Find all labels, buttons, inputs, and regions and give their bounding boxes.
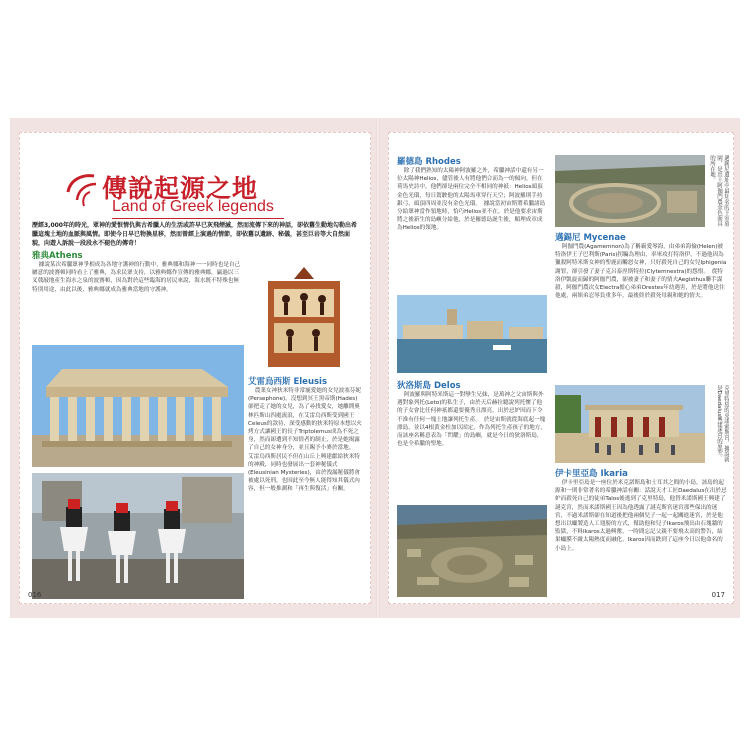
eleusis-artifact-photo — [254, 261, 354, 373]
book-spread — [10, 118, 740, 618]
heading-ikaria: 伊卡里亞島 Ikaria — [555, 469, 628, 479]
heading-rhodes: 羅德島 Rhodes — [397, 157, 461, 167]
right-page — [388, 132, 734, 604]
text-delos: 阿波羅與阿特米斯這一對孿生兄妹，是萬神之父宙斯與外遇對象列托(Leto)的私生子，由於天后赫拉聽說列托懷了他的子女會比任何神祇都還要優秀且漂亮，出於忌妒因而下令不准有任何一塊土地讓列托生產。 於是宙斯就從海底起一塊漂島，並以4根黃金柱加以固定，作為列托生產孩子的地方，而該座名稱意表為「閃耀」的島嶼，就是今日的狄洛斯島，也是全希臘的聖地。 — [397, 392, 546, 448]
page-subtitle: Land of Greek legends — [112, 198, 274, 215]
heading-delos: 狄洛斯島 Delos — [397, 381, 461, 391]
mycenae-grave-circle-photo — [555, 155, 705, 227]
caption-mycenae: 邁錫尼遺址中最知名的王室墓園，是出土阿伽門農金色面具的所在地。 — [709, 155, 729, 227]
heading-mycenae: 邁錫尼 Mycenae — [555, 233, 626, 243]
page-number-right: 017 — [711, 591, 725, 599]
parthenon-photo — [32, 345, 244, 467]
page-number-left: 016 — [28, 591, 42, 599]
page-title: 傳說起源之地 — [102, 174, 259, 203]
caption-knossos: 克里特島的克諾索斯宮，據說就是Daedalus興建迷宮的原型。 — [716, 385, 729, 462]
delos-ruins-photo — [397, 505, 547, 597]
left-page — [19, 132, 371, 604]
text-athens: 據說某次希臘眾神爭相成為各地守護神的行動中，雅典娜和海神一一同時也是自己屬意的波賽頓同時看上了雅典，為求民眾支持，以雅典娜作宣傳的雅典娜，贏過以三叉戟敲地產生海水之泉的波賽頓，因為對於這些臨海的居民來說，海水既不特殊也無特別用途，由此以後，雅典娜就成為雅典當地的守護神。 — [32, 262, 241, 293]
swirl-ornament-icon — [60, 170, 98, 210]
heading-eleusis: 艾雷烏西斯 Eleusis — [248, 377, 328, 387]
text-eleusis: 農業女神狄米特非常寵愛她的女兒波塞芬妮(Persephone)，沒想到冥王黑帝斯(Hades)卻把走了她的女兒，為了尋找愛女，她離開奧林匹斯山四處流浪，在艾雷烏西斯受到國王Celeus的款待，深受感動的狄米特原本想以火烤方式讓國王的長子Triptolemus成為不死之身，然而卻遭到不知情者的制止，於是她揭露了自己的女神身分，並且賜予小麥於當地。 艾雷烏西斯居民不但在山丘上興建獻給狄米特的神殿，同時也發展出一套神秘儀式(Eleusinian Mysteries)，由於洩漏秘儀將會被處以死刑，也因此至今無人能得知其儀式內容，但一般推測和「再生與復活」有關。 — [248, 388, 362, 493]
text-ikaria: 伊卡里亞島是一座位於米克諾斯島和士耳其之間的小島，該島的起源和一則非常著名的希臘神話有關：話說天才工匠Daedalus在出於忌妒而殺死自己的徒弟Talos後逃到了克里特島，他替米諾斯國王興建了謎克宮，然而米諾斯國王因為他透露了謎克斯宮迷宮那些保出的迷宮，不過米諾斯卻在知道後把他兩個兒子一起一起關進迷宮，於是他想出以蠟製造人工翅膀的方式，幫助他和兒子Ikaros飛出由石塊牆的監獄，不料Ikaros太過興奮，一時間忘記父親不要飛太高的警告，結果蠟膜不敵太陽熱度而融化，Ikaros因而跌到了這座今日以他命名的小島上。 — [555, 480, 727, 552]
knossos-palace-photo — [555, 385, 705, 463]
heading-athens: 雅典Athens — [32, 251, 83, 261]
book-gutter — [376, 118, 380, 618]
title-underline — [112, 218, 284, 219]
intro-paragraph: 歷經3,000年的時光，眾神的愛恨情仇與古希臘人的生活或許早已灰飛煙滅，然而流傳下來的神話，卻依舊生動地勾勒出希臘這塊土地的血脈與風情。即使今日早已物換星移，然而曾經上演過的情節，卻依舊以遺跡、秘儀，甚至巨岩等大自然面貌，向遊人訴說一段段永不褪色的傳奇！ — [32, 222, 357, 247]
evzones-guards-photo — [32, 473, 244, 599]
rhodes-harbor-photo — [397, 295, 547, 373]
text-rhodes: 除了我們熟知的太陽神阿波羅之外，希臘神話中還有另一位太陽神Helios，儘管後人有將他們合而為一的傾向，但在荷馬史詩中，他們卻是兩位完全不相同的神祇：Helios頭頂金色光環，每日駕駛他的太陽馬車穿行天空；阿波羅則手持銀弓，頭頂四周並沒有金色光環。 據說當初宙斯將希臘諸島分給眾神當作領地時，恰巧Helios並不在，於是他要求宙斯將之後新生的島嶼分給他，於是羅德島誕生後，順理成章成為Helios的領地。 — [397, 168, 546, 232]
text-mycenae: 阿伽門農(Agamemnon)為了稱霸愛琴海，由弟弟海倫(Helen)被特洛伊王子巴利斯(Paris)拐騙為理由，率軍攻打特洛伊，不過他因為獵殺阿特米斯女神的聖鹿而觸怒女神，只好殺死自己的女兒Iphigenia謝罪，卻引發了妻子克呂泰涅斯特拉(Clytemnestra)的怨恨。 從特洛伊凱旋而歸的阿伽門農，卻被妻子和妻子的情夫Aegisthus聯手謀殺，阿伽門農次女Electra擔心弟弟Orestes年幼遇害，於是將他送往他處，兩姐弟忍辱負重多年，最後終於殺死母親和她的情夫。 — [555, 244, 727, 300]
